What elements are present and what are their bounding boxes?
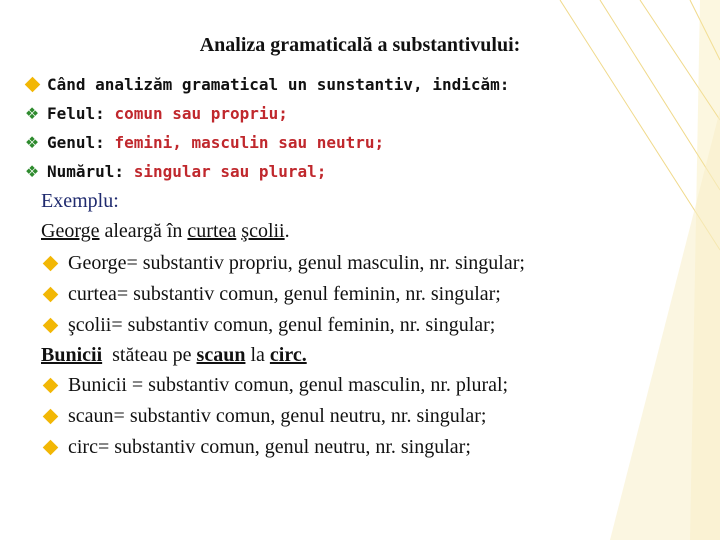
list-item <box>41 401 508 432</box>
list-item <box>41 310 525 341</box>
diamond-bullet-icon <box>41 310 59 341</box>
bullet-text: Genul: <box>47 133 115 152</box>
diamond-bullet-icon <box>41 432 59 463</box>
example-label: Exemplu: <box>41 190 119 212</box>
diamond-bullet-icon <box>41 370 59 401</box>
bullet-highlight: femini, masculin sau neutru; <box>114 133 385 152</box>
example-word: curtea <box>187 220 237 242</box>
checkmark-bullet-icon: ❖ <box>24 104 40 123</box>
bullet-text: Când analizăm gramatical un sunstantiv, indicăm: <box>47 75 510 94</box>
analysis-text: şcolii= substantiv comun, genul feminin, nr. singular; <box>68 314 496 336</box>
example-word: circ. <box>269 344 307 366</box>
example-word: Bunicii <box>41 344 103 366</box>
example-text: . <box>284 220 290 242</box>
list-item <box>22 128 509 157</box>
example-sentence-2 <box>41 344 307 367</box>
example-text: stăteau pe <box>102 344 197 366</box>
list-item <box>22 70 509 99</box>
bullet-highlight: comun sau propriu; <box>114 104 288 123</box>
checkmark-bullet-icon: ❖ <box>24 133 40 152</box>
example-1-analysis-list <box>41 248 525 341</box>
analysis-text: curtea= substantiv comun, genul feminin, nr. singular; <box>68 283 501 305</box>
diamond-bullet-icon <box>41 401 59 432</box>
list-item <box>41 432 508 463</box>
checkmark-bullet-icon: ❖ <box>24 162 40 181</box>
analysis-text: Bunicii = substantiv comun, genul masculin, nr. plural; <box>68 374 509 396</box>
list-item <box>22 157 509 186</box>
list-item <box>22 99 509 128</box>
example-sentence-1 <box>41 220 290 243</box>
diamond-bullet-icon <box>22 70 42 99</box>
example-word: şcolii <box>241 220 285 242</box>
bullet-highlight: singular sau plural; <box>133 162 327 181</box>
analysis-text: George= substantiv propriu, genul masculin, nr. singular; <box>68 252 525 274</box>
analysis-text: circ= substantiv comun, genul neutru, nr. singular; <box>68 436 471 458</box>
example-word: scaun <box>196 344 246 366</box>
analysis-text: scaun= substantiv comun, genul neutru, nr. singular; <box>68 405 487 427</box>
list-item <box>41 279 525 310</box>
bullet-text: Numărul: <box>47 162 134 181</box>
example-text: la <box>245 344 270 366</box>
diamond-bullet-icon <box>41 248 59 279</box>
list-item <box>41 248 525 279</box>
list-item <box>41 370 508 401</box>
diamond-bullet-icon <box>41 279 59 310</box>
example-word: George <box>41 220 100 242</box>
slide-title: Analiza gramaticală a substantivului: <box>199 34 521 56</box>
example-2-analysis-list <box>41 370 508 463</box>
example-text: aleargă în <box>99 220 188 242</box>
criteria-list <box>22 70 509 186</box>
bullet-text: Felul: <box>47 104 115 123</box>
